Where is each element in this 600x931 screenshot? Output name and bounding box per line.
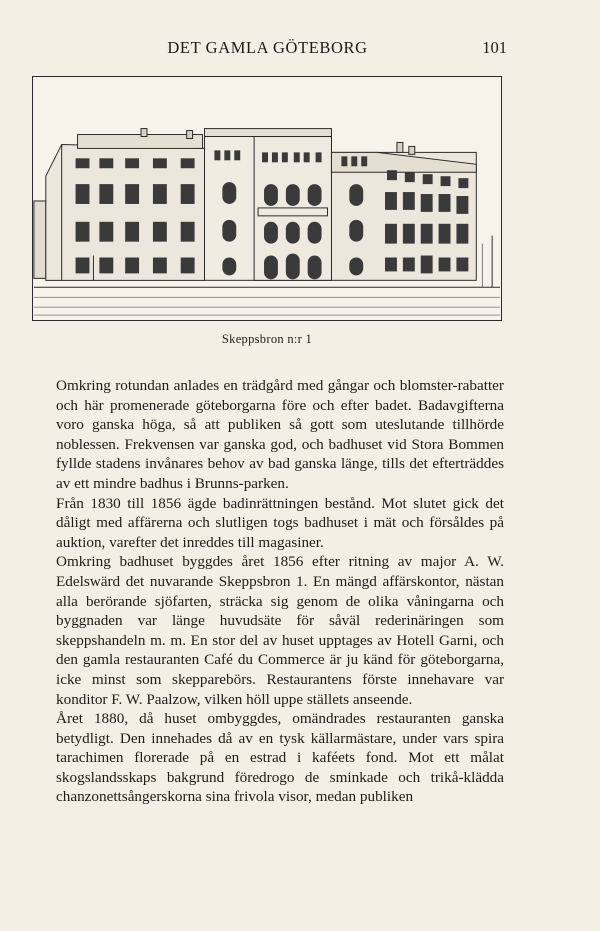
paragraph: Omkring rotundan anlades en trädgård med gångar och blomster-rabatter och här promenerade göteborgarna före och efter badet. Badavgifterna voro ganska höga, så att publiken så gott som uteslutande tillhörde noblessen. Frekvensen var ganska god, och badhuset vid Stora Bommen fyllde stadens invånares behov av bad ganska länge, tills det efterträddes av ett mindre badhus i Brunns-parken.	[56, 377, 504, 492]
running-title: DET GAMLA GÖTEBORG	[167, 38, 368, 57]
building-illustration	[32, 76, 502, 321]
paragraph: Omkring badhuset byggdes året 1856 efter ritning av major A. W. Edelswärd det nuvarande Skeppsbron 1. En mängd affärskontor, nästan alla berörande sjöfarten, sträcka sig genom de olika våningarna och byggnaden var länge huvudsäte för såväl rederinäringen som skeppshandeln m. m. En stor del av huset upptages av Hotell Garni, och den gamla restauranten Café du Commerce är ju känd för göteborgarna, icke minst som skepparebörs. Restaurantens förste innehavare var konditor F. W. Paalzow, vilken höll uppe ställets anseende.	[56, 553, 504, 708]
page-number: 101	[482, 38, 507, 57]
building-drawing	[33, 77, 501, 320]
paragraph: Från 1830 till 1856 ägde badinrättningen bestånd. Mot slutet gick det dåligt med affärerna och slutligen togs badhuset i mät och försåldes på auktion, varefter det inreddes till magasiner.	[56, 494, 504, 551]
body-text	[56, 376, 504, 807]
figure-caption: Skeppsbron n:r 1	[221, 332, 313, 346]
paragraph: Året 1880, då huset ombyggdes, omändrades restauranten ganska betydligt. Den innehades då av en tysk källarmästare, under vars spira tarachimen florerade på en estrad i kaféets fond. Mot ett målat skogslandsskaps bakgrund föredrogo de sminkade och trikå-klädda chanzonettsångerskorna sina frivola visor, medan publiken	[56, 710, 504, 806]
page-header	[30, 38, 505, 62]
